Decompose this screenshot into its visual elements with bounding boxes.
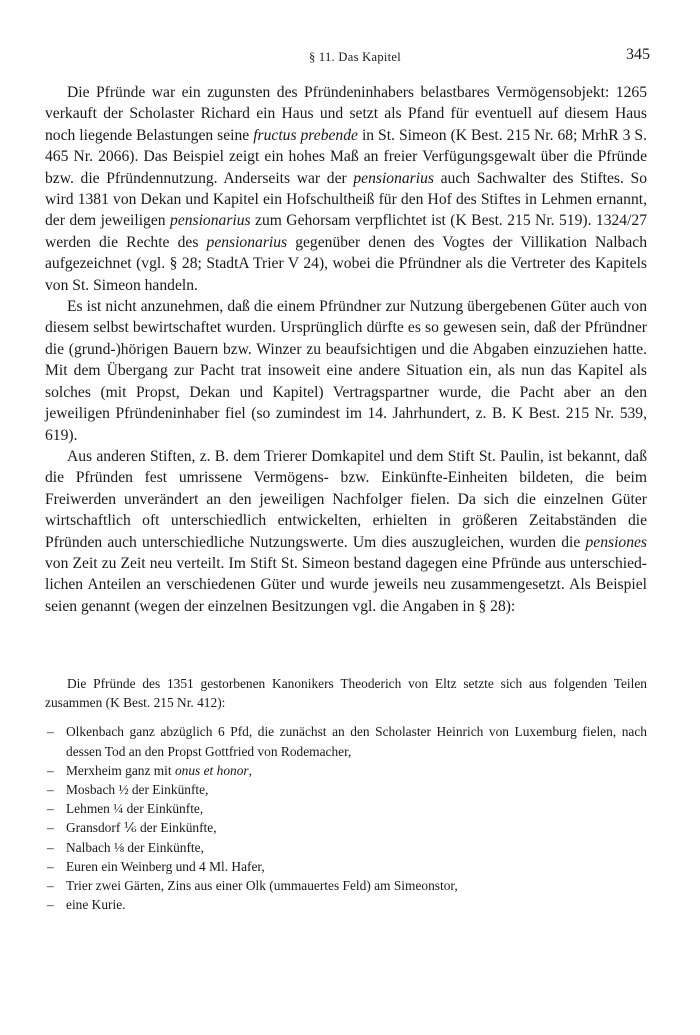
running-head: § 11. Das Kapitel [308, 50, 402, 64]
list-item: – Mosbach ½ der Einkünfte, [45, 780, 647, 799]
paragraph-1: Die Pfründe war ein zugunsten des Pfründeninhabers belastbares Vermögensobjekt: 1265 verkauft der Scholaster Richard ein Haus und setzt als Pfand für eventuell auf diesem Haus noch liegende Belastungen seine fructus prebende in St. Simeon (K Best. 215 Nr. 68; MrhR 3 S. 465 Nr. 2066). Das Beispiel zeigt ein hohes Maß an freier Verfügungsgewalt über die Pfründe bzw. die Pfründennutzung. Anderseits war der pensionarius auch Sachwalter des Stiftes. So wird 1381 von Dekan und Kapitel ein Hofschultheiß für den Hof des Stiftes in Lehmen ernannt, der dem jeweiligen pensionarius zum Gehorsam verpflichtet ist (K Best. 215 Nr. 519). 1324/27 werden die Rechte des pensionarius gegenüber denen des Vogtes der Villikation Nalbach aufgezeichnet (vgl. § 28; StadtA Trier V 24), wobei die Pfründner als die Vertreter des Kapitels von St. Simeon handeln. [45, 84, 648, 294]
latin-term: pensiones [585, 533, 647, 551]
example-intro: Die Pfründe des 1351 gestorbenen Kanonikers Theoderich von Eltz setzte sich aus folgenden Teilen zusammen (K Best. 215 Nr. 412): [45, 676, 647, 711]
list-item: – Olkenbach ganz abzüglich 6 Pfd, die zunächst an den Scholaster Heinrich von Luxemburg fielen, nach dessen Tod an den Propst Gottfried von Rodemacher, [45, 722, 647, 760]
page-number: 345 [626, 46, 650, 63]
paragraph-3: Aus anderen Stiften, z. B. dem Trierer Domkapitel und dem Stift St. Paulin, ist bekannt, daß die Pfründen fest umrissene Vermögens- bzw. Einkünfte-Einheiten bildeten, die beim Freiwerden unverändert an den jeweiligen Nachfolger fielen. Da sich die einzelnen Güter wirtschaftlich oft unterschiedlich entwickelten, erhielten in größeren Zeitabständen die Pfründen auch unterschiedliche Nutzungswerte. Um dies auszugleichen, wurden die pensiones von Zeit zu Zeit neu verteilt. Im Stift St. Simeon bestand dagegen eine Pfründe aus unterschiedlichen Anteilen an verschiedenen Güter und wurde jeweils neu zusammengesetzt. Als Beispiel seien genannt (wegen der einzelnen Besitzungen vgl. die Angaben in § 28): [45, 447, 647, 615]
running-header [60, 46, 650, 70]
list-item: – Euren ein Weinberg und 4 Ml. Hafer, [45, 857, 647, 876]
list-item: – Nalbach ⅛ der Einkünfte, [45, 838, 647, 857]
list-item: – Gransdorf ⅙ der Einkünfte, [45, 818, 647, 837]
list-item: – Merxheim ganz mit onus et honor, [45, 761, 647, 780]
prebend-list [45, 722, 647, 914]
list-item: – Trier zwei Gärten, Zins aus einer Olk (ummauertes Feld) am Simeonstor, [45, 876, 647, 895]
latin-term: pensionarius [170, 212, 251, 230]
latin-term: pensionarius [206, 233, 288, 251]
example-block [45, 674, 647, 914]
paragraph-2: Es ist nicht anzunehmen, daß die einem Pfründner zur Nutzung übergebenen Güter auch von diesem selbst bewirtschaftet wurden. Ursprünglich dürfte es so gewesen sein, daß der Pfründner die (grund-)hörigen Bauern bzw. Winzer zu beaufsichtigen und die Abgaben einzuziehen hatte. Mit dem Übergang zur Pacht trat insoweit eine andere Situation ein, als nun das Kapitel als solches (mit Propst, Dekan und Kapitel) Vertragspartner wurde, die Pacht aber an den jeweiligen Pfründeninhaber fiel (so zumindest im 14. Jahrhundert, z. B. K Best. 215 Nr. 539, 619). [45, 298, 647, 444]
body-text [45, 82, 647, 617]
list-item: – Lehmen ¼ der Einkünfte, [45, 799, 647, 818]
latin-term: pensionarius [353, 169, 434, 187]
latin-term: fructus prebende [253, 126, 358, 144]
list-item: – eine Kurie. [45, 895, 647, 914]
latin-term: onus et honor [174, 762, 249, 778]
